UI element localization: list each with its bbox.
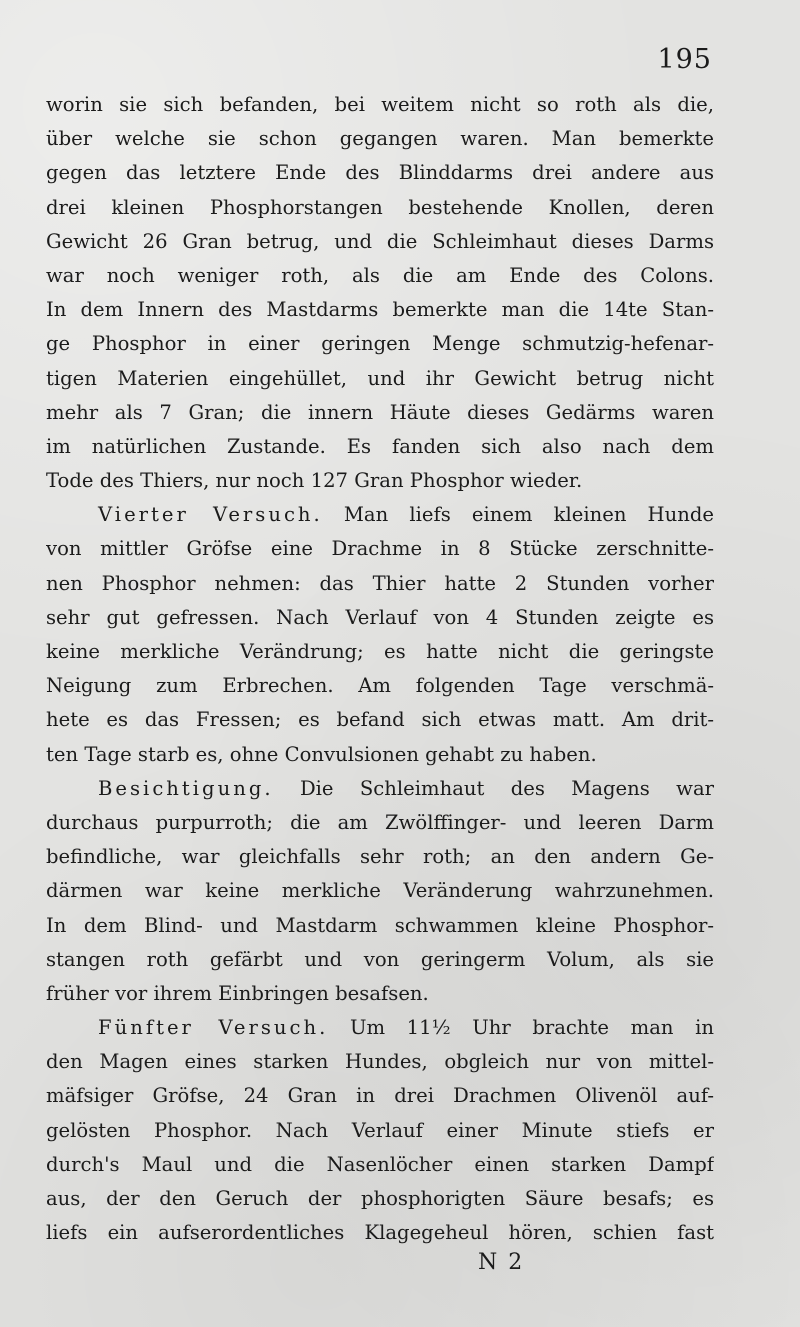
text-line: durchaus purpurroth; die am Zwölffinger- und leeren Darm xyxy=(46,810,714,834)
text-run: Man liefs einem kleinen Hunde xyxy=(322,503,714,527)
text-line: hete es das Fressen; es befand sich etwas matt. Am drit- xyxy=(46,708,714,732)
section-heading-fuenfter-versuch: Fünfter Versuch. xyxy=(98,1016,329,1040)
text-line: In dem Blind- und Mastdarm schwammen kleine Phosphor- xyxy=(46,913,714,937)
section-heading-besichtigung: Besichtigung. xyxy=(98,776,274,800)
text-line: drei kleinen Phosphorstangen bestehende Knollen, deren xyxy=(46,195,714,219)
paragraph-start-besichtigung xyxy=(46,772,714,806)
section-heading-vierter-versuch: Vierter Versuch. xyxy=(98,503,323,527)
text-line: mäfsiger Gröfse, 24 Gran in drei Drachmen Olivenöl auf- xyxy=(46,1084,714,1108)
text-line: keine merkliche Verändrung; es hatte nicht die geringste xyxy=(46,640,714,663)
text-line: von mittler Gröfse eine Drachme in 8 Stücke zerschnitte- xyxy=(46,537,714,561)
text-line: gegen das letztere Ende des Blinddarms drei andere aus xyxy=(46,161,714,185)
text-line: tigen Materien eingehüllet, und ihr Gewicht betrug nicht xyxy=(46,366,714,390)
text-line: befindliche, war gleichfalls sehr roth; an den andern Ge- xyxy=(46,845,714,869)
text-line: liefs ein aufserordentliches Klagegeheul hören, schien fast xyxy=(46,1221,714,1245)
signature-mark: N 2 xyxy=(478,1250,525,1275)
text-line: früher vor ihrem Einbringen besafsen. xyxy=(46,981,429,1005)
text-line: mehr als 7 Gran; die innern Häute dieses Gedärms waren xyxy=(46,400,714,424)
text-line: war noch weniger roth, als die am Ende des Colons. xyxy=(46,263,714,287)
text-line: därmen war keine merkliche Veränderung wahrzunehmen. xyxy=(46,879,714,903)
body-text xyxy=(46,88,714,1250)
paragraph-start-fuenfter-versuch xyxy=(46,1011,714,1045)
text-line: In dem Innern des Mastdarms bemerkte man die 14te Stan- xyxy=(46,298,714,322)
text-line: über welche sie schon gegangen waren. Man bemerkte xyxy=(46,127,714,151)
text-line: im natürlichen Zustande. Es fanden sich also nach dem xyxy=(46,434,714,458)
text-line: Neigung zum Erbrechen. Am folgenden Tage verschmä- xyxy=(46,674,714,698)
text-line: ge Phosphor in einer geringen Menge schmutzig-hefenar- xyxy=(46,332,714,356)
page-number: 195 xyxy=(657,44,712,75)
text-run: Um 11½ Uhr brachte man in xyxy=(328,1016,714,1040)
paragraph-start-vierter-versuch xyxy=(46,498,714,532)
text-line: stangen roth gefärbt und von geringerm Volum, als sie xyxy=(46,947,714,971)
text-line: aus, der den Geruch der phosphorigten Säure besafs; es xyxy=(46,1187,714,1210)
text-line: nen Phosphor nehmen: das Thier hatte 2 Stunden vorher xyxy=(46,571,714,595)
text-line: den Magen eines starken Hundes, obgleich nur von mittel- xyxy=(46,1050,714,1074)
text-line: worin sie sich befanden, bei weitem nicht so roth als die, xyxy=(46,93,714,116)
text-line: ten Tage starb es, ohne Convulsionen gehabt zu haben. xyxy=(46,742,597,766)
text-line: durch's Maul und die Nasenlöcher einen starken Dampf xyxy=(46,1152,714,1176)
text-line: gelösten Phosphor. Nach Verlauf einer Minute stiefs er xyxy=(46,1118,714,1142)
text-line: Gewicht 26 Gran betrug, und die Schleimhaut dieses Darms xyxy=(46,229,714,253)
text-run: Die Schleimhaut des Magens war xyxy=(273,776,714,800)
text-line: sehr gut gefressen. Nach Verlauf von 4 Stunden zeigte es xyxy=(46,605,714,629)
text-line: Tode des Thiers, nur noch 127 Gran Phosphor wieder. xyxy=(46,469,583,493)
